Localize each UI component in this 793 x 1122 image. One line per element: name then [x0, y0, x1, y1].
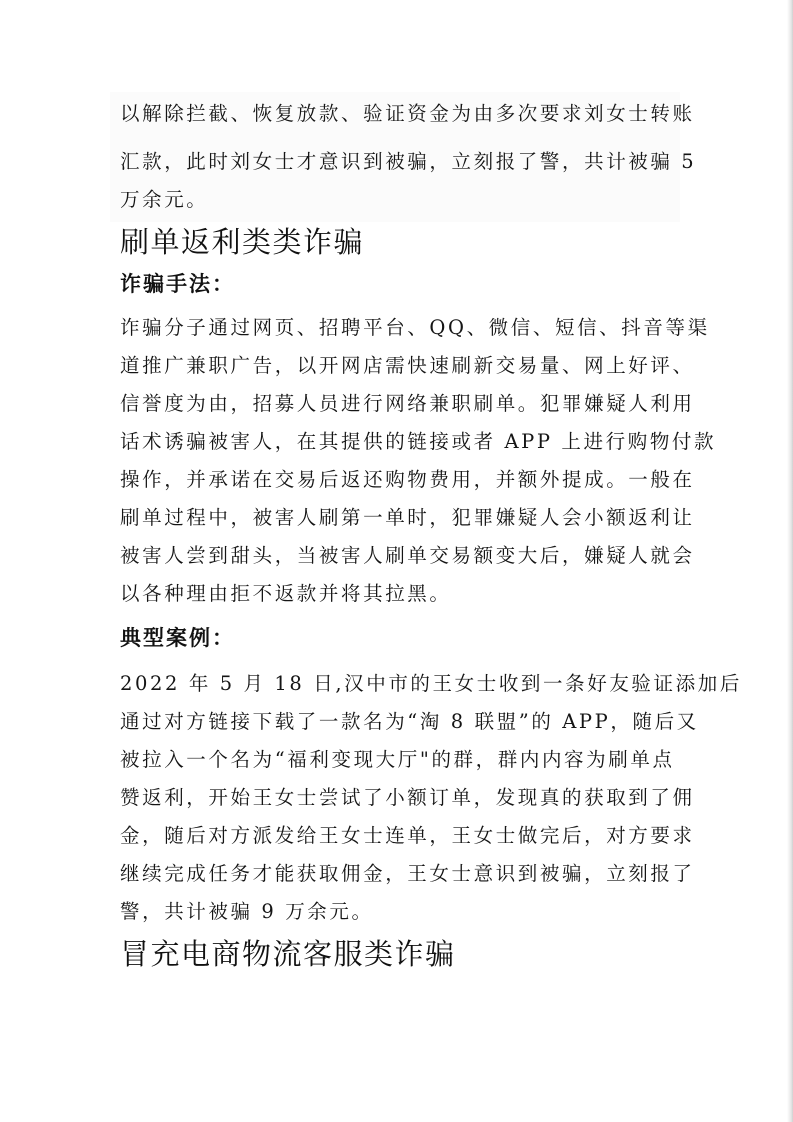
paragraph-line: 金，随后对方派发给王女士连单，王女士做完后，对方要求 — [120, 824, 695, 847]
section-title: 刷单返利类类诈骗 — [120, 225, 365, 259]
paragraph-line: 警，共计被骗 9 万余元。 — [120, 900, 374, 923]
paragraph-line: 诈骗分子通过网页、招聘平台、QQ、微信、短信、抖音等渠 — [120, 316, 710, 339]
paragraph-line: 以各种理由拒不返款并将其拉黑。 — [120, 582, 452, 605]
paragraph-line: 继续完成任务才能获取佣金，王女士意识到被骗，立刻报了 — [120, 862, 695, 885]
paragraph-line: 道推广兼职广告，以开网店需快速刷新交易量、网上好评、 — [120, 354, 695, 377]
paragraph-line: 被害人尝到甜头，当被害人刷单交易额变大后，嫌疑人就会 — [120, 544, 695, 567]
paragraph-line: 刷单过程中，被害人刷第一单时，犯罪嫌疑人会小额返利让 — [120, 506, 695, 529]
paragraph-line: 通过对方链接下载了一款名为“淘 8 联盟”的 APP，随后又 — [120, 710, 699, 733]
paragraph-line: 以解除拦截、恢复放款、验证资金为由多次要求刘女士转账 — [120, 102, 695, 125]
paragraph-line: 赞返利，开始王女士尝试了小额订单，发现真的获取到了佣 — [120, 786, 695, 809]
method-heading: 诈骗手法： — [120, 272, 235, 296]
case-heading: 典型案例： — [120, 626, 235, 650]
page-edge-shadow — [787, 0, 793, 1122]
paragraph-line: 话术诱骗被害人，在其提供的链接或者 APP 上进行购物付款 — [120, 430, 717, 453]
paragraph-line: 操作，并承诺在交易后返还购物费用，并额外提成。一般在 — [120, 468, 695, 491]
paragraph-line: 信誉度为由，招募人员进行网络兼职刷单。犯罪嫌疑人利用 — [120, 392, 695, 415]
paragraph-line: 被拉入一个名为“福利变现大厅"的群，群内内容为刷单点 — [120, 748, 675, 771]
paragraph-line: 2022 年 5 月 18 日,汉中市的王女士收到一条好友验证添加后 — [120, 672, 742, 695]
paragraph-line: 万余元。 — [120, 188, 209, 211]
section-title: 冒充电商物流客服类诈骗 — [120, 937, 456, 971]
paragraph-line: 汇款，此时刘女士才意识到被骗，立刻报了警，共计被骗 5 — [120, 150, 697, 173]
